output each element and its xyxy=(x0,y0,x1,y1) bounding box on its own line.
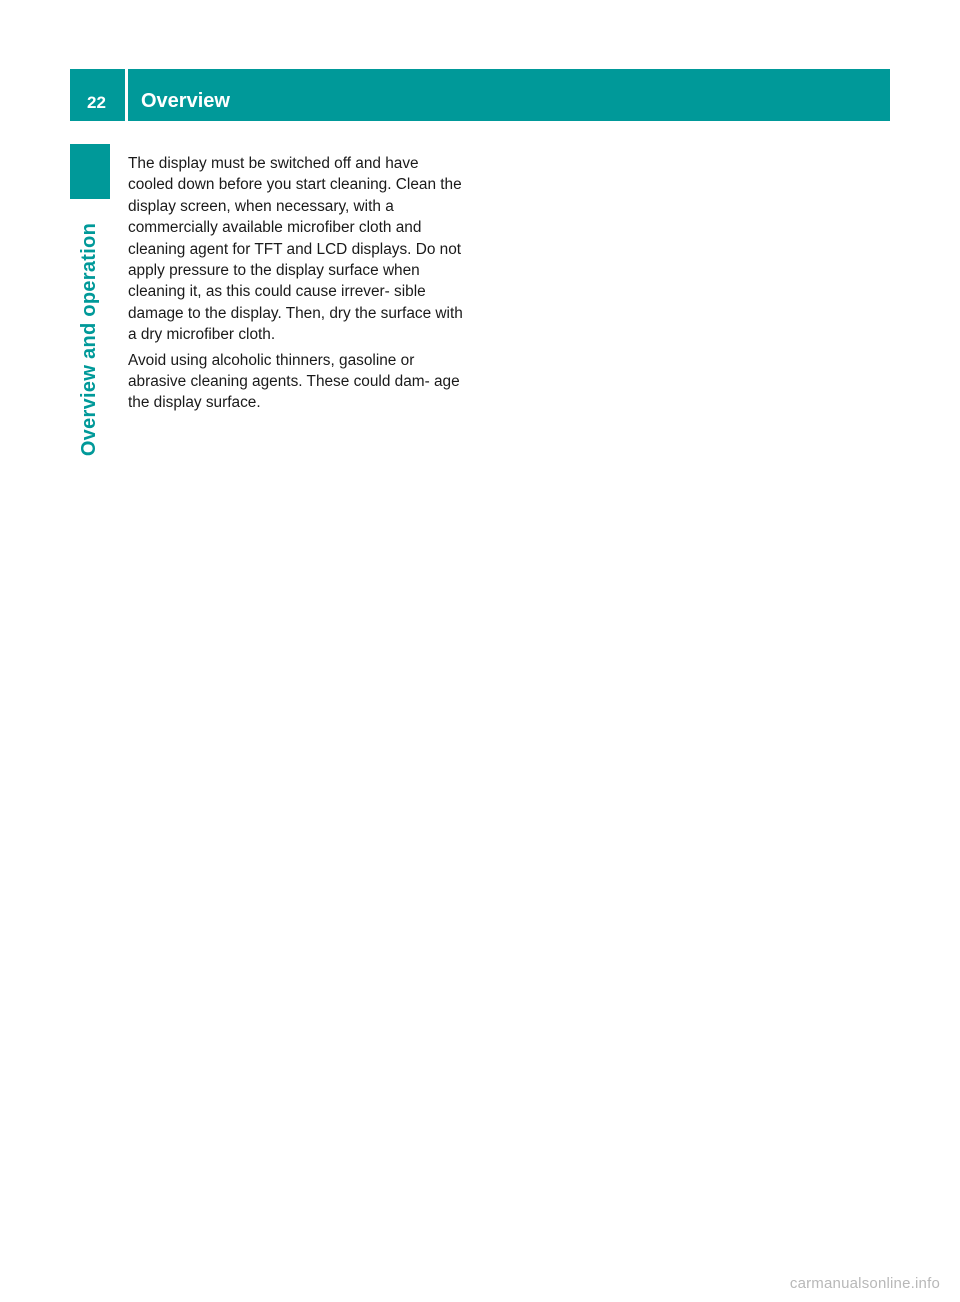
paragraph: Avoid using alcoholic thinners, gasoline or abrasive cleaning agents. These could dam- age the display surface. xyxy=(128,351,460,412)
paragraph: The display must be switched off and have cooled down before you start cleaning. Clean the display screen, when necessary, with a commercially available microfiber cloth and cleaning agent for TFT and LCD displays. Do not apply pressure to the display surface when cleaning it, as this could cause irrever- sible damage to the display. Then, dry the surface with a dry microfiber cloth. xyxy=(128,155,463,344)
side-tab-label: Overview and operation xyxy=(78,222,101,456)
footer-watermark: carmanualsonline.info xyxy=(789,1275,940,1292)
page-number-box xyxy=(70,69,125,121)
side-tab xyxy=(70,200,110,478)
side-tab-marker xyxy=(70,144,110,199)
body-text xyxy=(128,153,468,418)
section-title: Overview xyxy=(141,90,230,112)
page-number: 22 xyxy=(87,93,106,112)
section-header-bar xyxy=(128,69,890,121)
